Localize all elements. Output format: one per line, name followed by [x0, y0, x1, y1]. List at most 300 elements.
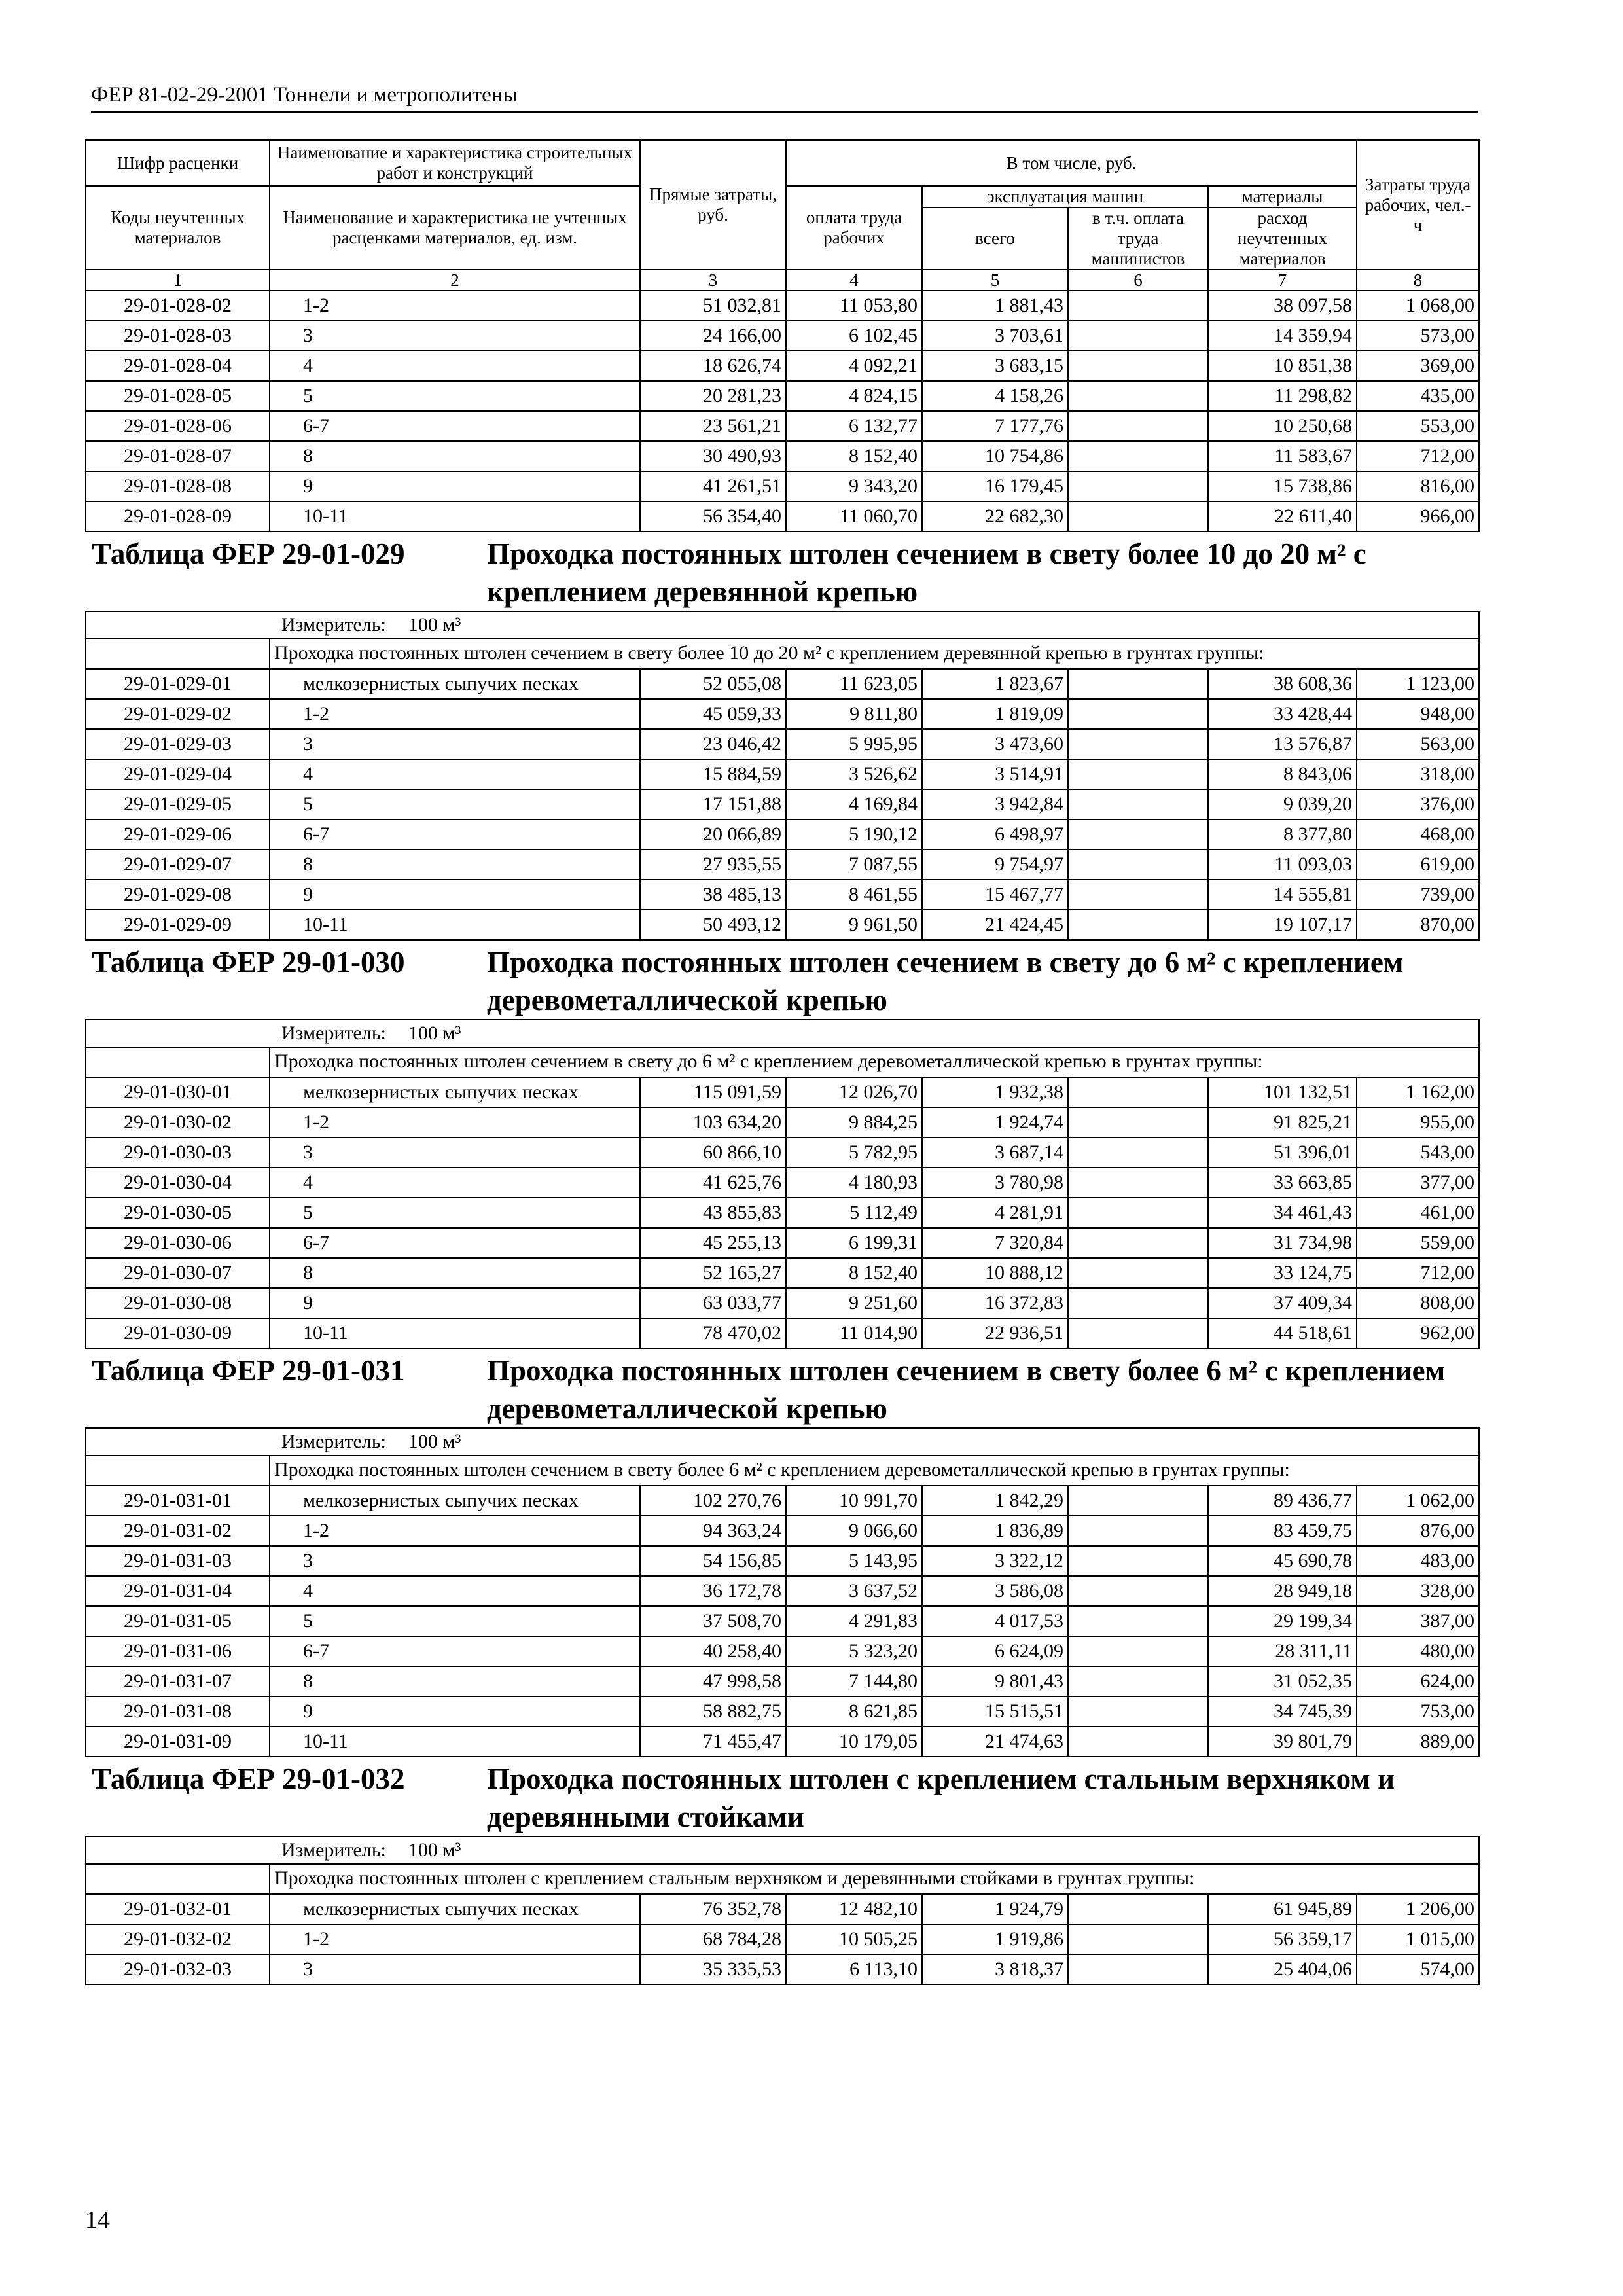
rates-table	[85, 139, 1480, 1985]
section-description: Проходка постоянных штолен сечением в свету до 6 м² с креплением деревометаллической крепью в грунтах группы:	[270, 1047, 1479, 1077]
col-header-materials: материалы	[1208, 186, 1357, 207]
col-header-name: Наименование и характеристика строительных работ и конструкций	[270, 140, 640, 186]
labor-pay-cell: 6 102,45	[786, 321, 922, 351]
machines-total-cell: 3 818,37	[922, 1954, 1068, 1984]
rate-code-cell: 29-01-029-08	[86, 880, 270, 910]
rate-code-cell: 29-01-030-02	[86, 1107, 270, 1138]
labor-pay-cell: 5 143,95	[786, 1546, 922, 1576]
materials-consumption-cell: 28 949,18	[1208, 1576, 1357, 1606]
machinists-pay-cell	[1068, 1727, 1208, 1757]
section-title-row	[86, 1757, 1479, 1837]
machinists-pay-cell	[1068, 1954, 1208, 1984]
direct-costs-cell: 78 470,02	[640, 1318, 786, 1348]
page-header	[91, 76, 1478, 113]
col-header-material-codes: Коды неучтенных материалов	[86, 186, 270, 270]
document-title: ФЕР 81-02-29-2001 Тоннели и метрополитены	[91, 83, 518, 107]
machines-total-cell: 3 683,15	[922, 351, 1068, 381]
rate-code-cell: 29-01-030-09	[86, 1318, 270, 1348]
materials-consumption-cell: 37 409,34	[1208, 1288, 1357, 1318]
labor-pay-cell: 8 461,55	[786, 880, 922, 910]
section-label: Таблица ФЕР 29-01-029	[92, 537, 405, 570]
machinists-pay-cell	[1068, 1228, 1208, 1258]
labor-cost-cell: 543,00	[1357, 1138, 1479, 1168]
materials-consumption-cell: 10 851,38	[1208, 351, 1357, 381]
labor-pay-cell: 9 251,60	[786, 1288, 922, 1318]
table-row	[86, 1198, 1479, 1228]
machines-total-cell: 1 819,09	[922, 699, 1068, 729]
table-row	[86, 501, 1479, 531]
rate-code-cell: 29-01-031-03	[86, 1546, 270, 1576]
empty-cell	[86, 639, 270, 669]
materials-consumption-cell: 28 311,11	[1208, 1636, 1357, 1666]
materials-consumption-cell: 89 436,77	[1208, 1486, 1357, 1516]
direct-costs-cell: 41 261,51	[640, 471, 786, 501]
section-description-row	[86, 1456, 1479, 1486]
labor-cost-cell: 468,00	[1357, 819, 1479, 850]
machinists-pay-cell	[1068, 759, 1208, 789]
direct-costs-cell: 35 335,53	[640, 1954, 786, 1984]
labor-pay-cell: 11 060,70	[786, 501, 922, 531]
table-row	[86, 1318, 1479, 1348]
rate-code-cell: 29-01-031-01	[86, 1486, 270, 1516]
rate-code-cell: 29-01-028-04	[86, 351, 270, 381]
work-name-cell: 6-7	[270, 1636, 640, 1666]
machines-total-cell: 3 687,14	[922, 1138, 1068, 1168]
rate-code-cell: 29-01-029-01	[86, 669, 270, 699]
rate-code-cell: 29-01-031-07	[86, 1666, 270, 1696]
column-number: 3	[640, 270, 786, 291]
materials-consumption-cell: 11 093,03	[1208, 850, 1357, 880]
work-name-cell: 10-11	[270, 1727, 640, 1757]
machinists-pay-cell	[1068, 351, 1208, 381]
labor-pay-cell: 6 132,77	[786, 411, 922, 441]
labor-cost-cell: 461,00	[1357, 1198, 1479, 1228]
work-name-cell: 6-7	[270, 819, 640, 850]
rate-code-cell: 29-01-030-04	[86, 1168, 270, 1198]
machinists-pay-cell	[1068, 729, 1208, 759]
machinists-pay-cell	[1068, 1486, 1208, 1516]
machines-total-cell: 6 498,97	[922, 819, 1068, 850]
machines-total-cell: 7 320,84	[922, 1228, 1068, 1258]
labor-pay-cell: 8 621,85	[786, 1696, 922, 1727]
labor-pay-cell: 6 199,31	[786, 1228, 922, 1258]
rate-code-cell: 29-01-028-08	[86, 471, 270, 501]
labor-pay-cell: 5 782,95	[786, 1138, 922, 1168]
work-name-cell: 3	[270, 321, 640, 351]
labor-pay-cell: 4 824,15	[786, 381, 922, 411]
labor-pay-cell: 10 991,70	[786, 1486, 922, 1516]
machines-total-cell: 1 842,29	[922, 1486, 1068, 1516]
rate-code-cell: 29-01-030-01	[86, 1077, 270, 1107]
labor-pay-cell: 9 811,80	[786, 699, 922, 729]
direct-costs-cell: 23 046,42	[640, 729, 786, 759]
rate-code-cell: 29-01-029-03	[86, 729, 270, 759]
table-row	[86, 789, 1479, 819]
direct-costs-cell: 60 866,10	[640, 1138, 786, 1168]
rate-code-cell: 29-01-030-03	[86, 1138, 270, 1168]
direct-costs-cell: 17 151,88	[640, 789, 786, 819]
measure-value: 100 м³	[408, 614, 461, 636]
table-row	[86, 1516, 1479, 1546]
work-name-cell: 6-7	[270, 411, 640, 441]
machines-total-cell: 9 754,97	[922, 850, 1068, 880]
direct-costs-cell: 36 172,78	[640, 1576, 786, 1606]
machinists-pay-cell	[1068, 441, 1208, 471]
machines-total-cell: 1 836,89	[922, 1516, 1068, 1546]
rate-code-cell: 29-01-032-03	[86, 1954, 270, 1984]
materials-consumption-cell: 45 690,78	[1208, 1546, 1357, 1576]
work-name-cell: 10-11	[270, 910, 640, 940]
labor-cost-cell: 435,00	[1357, 381, 1479, 411]
machinists-pay-cell	[1068, 1666, 1208, 1696]
work-name-cell: 9	[270, 1288, 640, 1318]
work-name-cell: 3	[270, 1546, 640, 1576]
direct-costs-cell: 54 156,85	[640, 1546, 786, 1576]
materials-consumption-cell: 33 124,75	[1208, 1258, 1357, 1288]
machinists-pay-cell	[1068, 850, 1208, 880]
machinists-pay-cell	[1068, 1077, 1208, 1107]
work-name-cell: 5	[270, 789, 640, 819]
machinists-pay-cell	[1068, 699, 1208, 729]
machinists-pay-cell	[1068, 669, 1208, 699]
table-row	[86, 1486, 1479, 1516]
labor-cost-cell: 376,00	[1357, 789, 1479, 819]
materials-consumption-cell: 91 825,21	[1208, 1107, 1357, 1138]
rate-code-cell: 29-01-031-06	[86, 1636, 270, 1666]
column-number: 5	[922, 270, 1068, 291]
table-row	[86, 441, 1479, 471]
machines-total-cell: 1 924,74	[922, 1107, 1068, 1138]
labor-cost-cell: 318,00	[1357, 759, 1479, 789]
labor-pay-cell: 10 179,05	[786, 1727, 922, 1757]
machinists-pay-cell	[1068, 1924, 1208, 1954]
rate-code-cell: 29-01-028-06	[86, 411, 270, 441]
machinists-pay-cell	[1068, 1318, 1208, 1348]
table-row	[86, 1924, 1479, 1954]
machinists-pay-cell	[1068, 381, 1208, 411]
machines-total-cell: 6 624,09	[922, 1636, 1068, 1666]
direct-costs-cell: 76 352,78	[640, 1894, 786, 1924]
table-header	[86, 140, 1479, 291]
labor-cost-cell: 1 123,00	[1357, 669, 1479, 699]
machinists-pay-cell	[1068, 1546, 1208, 1576]
materials-consumption-cell: 33 663,85	[1208, 1168, 1357, 1198]
table-row	[86, 1288, 1479, 1318]
direct-costs-cell: 23 561,21	[640, 411, 786, 441]
work-name-cell: 5	[270, 1606, 640, 1636]
machinists-pay-cell	[1068, 910, 1208, 940]
labor-pay-cell: 9 961,50	[786, 910, 922, 940]
section-description: Проходка постоянных штолен сечением в свету более 6 м² с креплением деревометаллической крепью в грунтах группы:	[270, 1456, 1479, 1486]
machines-total-cell: 21 474,63	[922, 1727, 1068, 1757]
materials-consumption-cell: 10 250,68	[1208, 411, 1357, 441]
work-name-cell: 8	[270, 441, 640, 471]
materials-consumption-cell: 19 107,17	[1208, 910, 1357, 940]
labor-cost-cell: 1 062,00	[1357, 1486, 1479, 1516]
table-row	[86, 291, 1479, 321]
machines-total-cell: 22 936,51	[922, 1318, 1068, 1348]
table-row	[86, 321, 1479, 351]
direct-costs-cell: 58 882,75	[640, 1696, 786, 1727]
rate-code-cell: 29-01-029-05	[86, 789, 270, 819]
machines-total-cell: 15 467,77	[922, 880, 1068, 910]
direct-costs-cell: 68 784,28	[640, 1924, 786, 1954]
table-row	[86, 1077, 1479, 1107]
labor-cost-cell: 377,00	[1357, 1168, 1479, 1198]
materials-consumption-cell: 9 039,20	[1208, 789, 1357, 819]
labor-pay-cell: 9 066,60	[786, 1516, 922, 1546]
machines-total-cell: 9 801,43	[922, 1666, 1068, 1696]
labor-cost-cell: 948,00	[1357, 699, 1479, 729]
labor-cost-cell: 889,00	[1357, 1727, 1479, 1757]
machines-total-cell: 3 942,84	[922, 789, 1068, 819]
machinists-pay-cell	[1068, 1696, 1208, 1727]
labor-cost-cell: 624,00	[1357, 1666, 1479, 1696]
table-row	[86, 1258, 1479, 1288]
table-row	[86, 910, 1479, 940]
materials-consumption-cell: 11 298,82	[1208, 381, 1357, 411]
materials-consumption-cell: 8 377,80	[1208, 819, 1357, 850]
machines-total-cell: 22 682,30	[922, 501, 1068, 531]
table-row	[86, 759, 1479, 789]
machines-total-cell: 3 703,61	[922, 321, 1068, 351]
rate-code-cell: 29-01-030-06	[86, 1228, 270, 1258]
materials-consumption-cell: 25 404,06	[1208, 1954, 1357, 1984]
work-name-cell: мелкозернистых сыпучих песках	[270, 1894, 640, 1924]
work-name-cell: 4	[270, 1576, 640, 1606]
labor-cost-cell: 816,00	[1357, 471, 1479, 501]
machinists-pay-cell	[1068, 819, 1208, 850]
col-header-labor-pay: оплата труда рабочих	[786, 186, 922, 270]
machines-total-cell: 15 515,51	[922, 1696, 1068, 1727]
machinists-pay-cell	[1068, 471, 1208, 501]
direct-costs-cell: 45 255,13	[640, 1228, 786, 1258]
work-name-cell: 1-2	[270, 1516, 640, 1546]
rate-code-cell: 29-01-031-09	[86, 1727, 270, 1757]
rate-code-cell: 29-01-029-02	[86, 699, 270, 729]
direct-costs-cell: 103 634,20	[640, 1107, 786, 1138]
machines-total-cell: 1 823,67	[922, 669, 1068, 699]
machines-total-cell: 3 514,91	[922, 759, 1068, 789]
col-header-machines: эксплуатация машин	[922, 186, 1208, 207]
machinists-pay-cell	[1068, 1168, 1208, 1198]
rate-code-cell: 29-01-032-02	[86, 1924, 270, 1954]
work-name-cell: 5	[270, 381, 640, 411]
section-description-row	[86, 1047, 1479, 1077]
work-name-cell: 1-2	[270, 291, 640, 321]
empty-cell	[86, 1047, 270, 1077]
rate-code-cell: 29-01-031-02	[86, 1516, 270, 1546]
rate-code-cell: 29-01-031-05	[86, 1606, 270, 1636]
labor-cost-cell: 1 015,00	[1357, 1924, 1479, 1954]
machinists-pay-cell	[1068, 1258, 1208, 1288]
work-name-cell: 4	[270, 759, 640, 789]
table-row	[86, 669, 1479, 699]
machines-total-cell: 1 881,43	[922, 291, 1068, 321]
work-name-cell: 9	[270, 471, 640, 501]
col-header-machines-total: всего	[922, 207, 1068, 270]
labor-cost-cell: 1 068,00	[1357, 291, 1479, 321]
col-header-machinists-pay: в т.ч. оплата труда машинистов	[1068, 207, 1208, 270]
table-row	[86, 1894, 1479, 1924]
labor-pay-cell: 10 505,25	[786, 1924, 922, 1954]
machinists-pay-cell	[1068, 1576, 1208, 1606]
direct-costs-cell: 94 363,24	[640, 1516, 786, 1546]
labor-cost-cell: 1 206,00	[1357, 1894, 1479, 1924]
section-title: Проходка постоянных штолен с креплением стальным верхняком и деревянными стойками	[487, 1763, 1395, 1833]
direct-costs-cell: 30 490,93	[640, 441, 786, 471]
materials-consumption-cell: 29 199,34	[1208, 1606, 1357, 1636]
table-row	[86, 471, 1479, 501]
materials-consumption-cell: 8 843,06	[1208, 759, 1357, 789]
rate-code-cell: 29-01-031-08	[86, 1696, 270, 1727]
labor-cost-cell: 553,00	[1357, 411, 1479, 441]
table-row	[86, 1666, 1479, 1696]
materials-consumption-cell: 61 945,89	[1208, 1894, 1357, 1924]
machines-total-cell: 3 473,60	[922, 729, 1068, 759]
measure-label: Измеритель:	[281, 1431, 386, 1452]
materials-consumption-cell: 39 801,79	[1208, 1727, 1357, 1757]
table-row	[86, 1696, 1479, 1727]
materials-consumption-cell: 33 428,44	[1208, 699, 1357, 729]
empty-cell	[86, 1456, 270, 1486]
direct-costs-cell: 20 066,89	[640, 819, 786, 850]
labor-cost-cell: 712,00	[1357, 441, 1479, 471]
work-name-cell: 9	[270, 1696, 640, 1727]
labor-pay-cell: 7 087,55	[786, 850, 922, 880]
work-name-cell: 4	[270, 1168, 640, 1198]
machines-total-cell: 3 586,08	[922, 1576, 1068, 1606]
labor-cost-cell: 712,00	[1357, 1258, 1479, 1288]
work-name-cell: 9	[270, 880, 640, 910]
machines-total-cell: 16 372,83	[922, 1288, 1068, 1318]
labor-cost-cell: 808,00	[1357, 1288, 1479, 1318]
table-row	[86, 699, 1479, 729]
labor-cost-cell: 955,00	[1357, 1107, 1479, 1138]
work-name-cell: 8	[270, 1666, 640, 1696]
table-row	[86, 1138, 1479, 1168]
direct-costs-cell: 27 935,55	[640, 850, 786, 880]
rate-code-cell: 29-01-028-02	[86, 291, 270, 321]
materials-consumption-cell: 22 611,40	[1208, 501, 1357, 531]
direct-costs-cell: 71 455,47	[640, 1727, 786, 1757]
rate-code-cell: 29-01-031-04	[86, 1576, 270, 1606]
direct-costs-cell: 102 270,76	[640, 1486, 786, 1516]
direct-costs-cell: 18 626,74	[640, 351, 786, 381]
work-name-cell: 8	[270, 850, 640, 880]
measure-row	[86, 1428, 1479, 1456]
section-description-row	[86, 639, 1479, 669]
rate-code-cell: 29-01-030-05	[86, 1198, 270, 1228]
work-name-cell: мелкозернистых сыпучих песках	[270, 1486, 640, 1516]
labor-cost-cell: 559,00	[1357, 1228, 1479, 1258]
section-title: Проходка постоянных штолен сечением в свету более 6 м² с креплением деревометаллической крепью	[487, 1354, 1446, 1425]
page-number: 14	[85, 2206, 110, 2234]
column-number: 2	[270, 270, 640, 291]
col-header-including: В том числе, руб.	[786, 140, 1357, 186]
machinists-pay-cell	[1068, 411, 1208, 441]
labor-pay-cell: 4 291,83	[786, 1606, 922, 1636]
labor-cost-cell: 876,00	[1357, 1516, 1479, 1546]
materials-consumption-cell: 44 518,61	[1208, 1318, 1357, 1348]
section-title: Проходка постоянных штолен сечением в свету более 10 до 20 м² с креплением деревянной крепью	[487, 537, 1366, 608]
section-description: Проходка постоянных штолен сечением в свету более 10 до 20 м² с креплением деревянной крепью в грунтах группы:	[270, 639, 1479, 669]
machinists-pay-cell	[1068, 880, 1208, 910]
labor-pay-cell: 5 995,95	[786, 729, 922, 759]
labor-pay-cell: 8 152,40	[786, 441, 922, 471]
work-name-cell: 3	[270, 729, 640, 759]
labor-pay-cell: 9 343,20	[786, 471, 922, 501]
materials-consumption-cell: 14 359,94	[1208, 321, 1357, 351]
work-name-cell: 8	[270, 1258, 640, 1288]
table-row	[86, 1606, 1479, 1636]
labor-pay-cell: 5 112,49	[786, 1198, 922, 1228]
labor-pay-cell: 8 152,40	[786, 1258, 922, 1288]
work-name-cell: 10-11	[270, 1318, 640, 1348]
materials-consumption-cell: 13 576,87	[1208, 729, 1357, 759]
labor-cost-cell: 619,00	[1357, 850, 1479, 880]
table-row	[86, 351, 1479, 381]
rate-code-cell: 29-01-028-03	[86, 321, 270, 351]
rate-code-cell: 29-01-028-09	[86, 501, 270, 531]
table-body	[86, 291, 1479, 1984]
machines-total-cell: 1 932,38	[922, 1077, 1068, 1107]
direct-costs-cell: 20 281,23	[640, 381, 786, 411]
materials-consumption-cell: 34 745,39	[1208, 1696, 1357, 1727]
direct-costs-cell: 51 032,81	[640, 291, 786, 321]
labor-pay-cell: 3 637,52	[786, 1576, 922, 1606]
machinists-pay-cell	[1068, 321, 1208, 351]
labor-pay-cell: 11 053,80	[786, 291, 922, 321]
machines-total-cell: 3 322,12	[922, 1546, 1068, 1576]
rate-code-cell: 29-01-032-01	[86, 1894, 270, 1924]
section-title-row	[86, 531, 1479, 611]
table-row	[86, 1636, 1479, 1666]
labor-pay-cell: 12 482,10	[786, 1894, 922, 1924]
labor-cost-cell: 739,00	[1357, 880, 1479, 910]
materials-consumption-cell: 56 359,17	[1208, 1924, 1357, 1954]
work-name-cell: 1-2	[270, 1107, 640, 1138]
measure-value: 100 м³	[408, 1839, 461, 1861]
labor-pay-cell: 12 026,70	[786, 1077, 922, 1107]
labor-pay-cell: 3 526,62	[786, 759, 922, 789]
direct-costs-cell: 47 998,58	[640, 1666, 786, 1696]
materials-consumption-cell: 38 097,58	[1208, 291, 1357, 321]
labor-pay-cell: 7 144,80	[786, 1666, 922, 1696]
direct-costs-cell: 45 059,33	[640, 699, 786, 729]
direct-costs-cell: 37 508,70	[640, 1606, 786, 1636]
labor-cost-cell: 480,00	[1357, 1636, 1479, 1666]
column-number: 7	[1208, 270, 1357, 291]
machines-total-cell: 4 158,26	[922, 381, 1068, 411]
machines-total-cell: 10 754,86	[922, 441, 1068, 471]
materials-consumption-cell: 14 555,81	[1208, 880, 1357, 910]
section-label: Таблица ФЕР 29-01-032	[92, 1763, 405, 1795]
machinists-pay-cell	[1068, 1198, 1208, 1228]
work-name-cell: 10-11	[270, 501, 640, 531]
machines-total-cell: 4 017,53	[922, 1606, 1068, 1636]
machinists-pay-cell	[1068, 1894, 1208, 1924]
rate-code-cell: 29-01-029-04	[86, 759, 270, 789]
materials-consumption-cell: 101 132,51	[1208, 1077, 1357, 1107]
labor-pay-cell: 11 014,90	[786, 1318, 922, 1348]
materials-consumption-cell: 51 396,01	[1208, 1138, 1357, 1168]
section-title-row	[86, 940, 1479, 1020]
labor-cost-cell: 966,00	[1357, 501, 1479, 531]
col-header-material-names: Наименование и характеристика не учтенных расценками материалов, ед. изм.	[270, 186, 640, 270]
labor-cost-cell: 753,00	[1357, 1696, 1479, 1727]
machines-total-cell: 10 888,12	[922, 1258, 1068, 1288]
